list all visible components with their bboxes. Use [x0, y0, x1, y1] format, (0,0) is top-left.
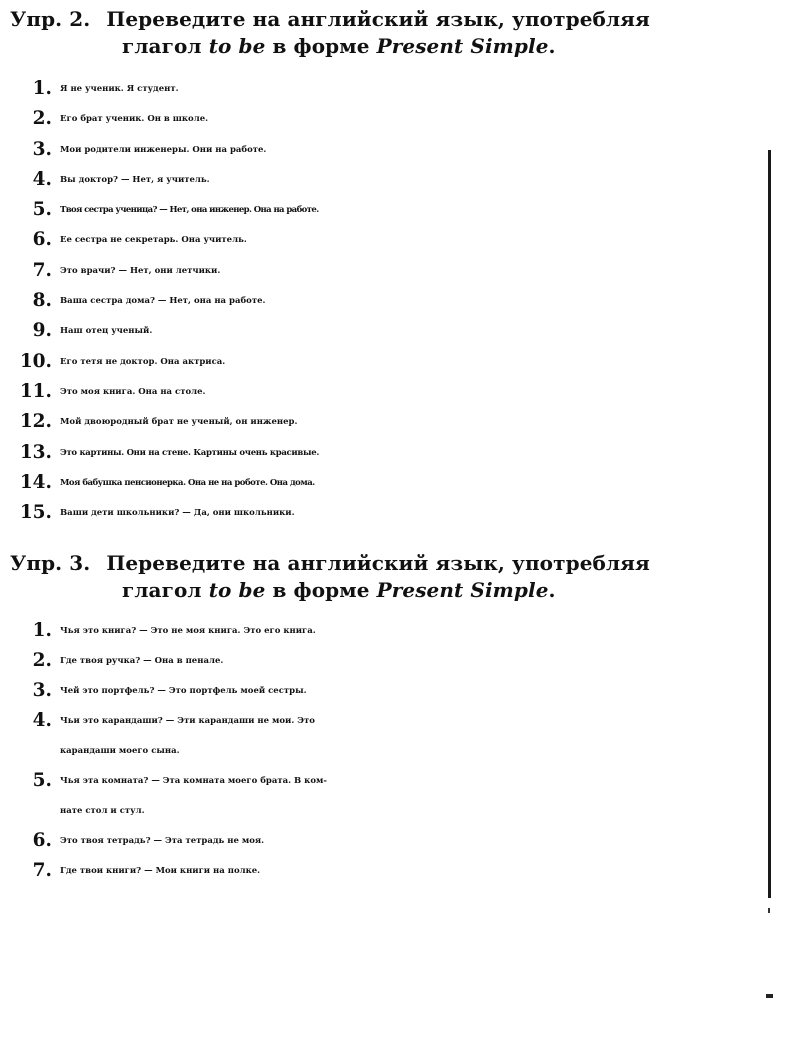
item-text: Его тетя не доктор. Она актриса. [60, 356, 226, 367]
exercise-2-tense: Present Simple [376, 34, 549, 58]
exercise-2-label: Упр. 2. [10, 7, 91, 31]
item-text: Чья эта комната? — Эта комната моего брата. В ком- [60, 776, 327, 786]
item-number: 3. [32, 138, 52, 160]
exercise-2-instruction-mid: в форме [265, 34, 377, 58]
item-text: Это моя книга. Она на столе. [60, 386, 206, 397]
item-text-continuation: карандаши моего сына. [60, 746, 180, 756]
item-text: Это твоя тетрадь? — Эта тетрадь не моя. [60, 836, 265, 846]
item-number: 6. [32, 830, 52, 851]
item-text: Я не ученик. Я студент. [60, 84, 179, 94]
list-item [0, 826, 790, 856]
item-text: Чей это портфель? — Это портфель моей сестры. [60, 686, 307, 696]
page-margin-mark [766, 994, 773, 998]
item-number: 11. [19, 380, 52, 402]
list-item [0, 286, 790, 316]
exercise-2-verb: to be [208, 34, 266, 58]
exercise-2-items [0, 74, 790, 528]
list-item [0, 856, 790, 886]
list-item [0, 74, 790, 104]
exercise-2-instruction-line1: Переведите на английский язык, употребляя [106, 7, 650, 31]
item-number: 1. [32, 78, 52, 99]
list-item [0, 347, 790, 377]
list-item [0, 256, 790, 286]
exercise-3-heading [0, 550, 790, 604]
list-item [0, 498, 790, 528]
list-item [0, 316, 790, 346]
item-text: Наш отец ученый. [60, 326, 153, 337]
item-text: Вы доктор? — Нет, я учитель. [60, 174, 210, 185]
exercise-3-instruction-pre: глагол [122, 578, 209, 602]
item-number: 1. [32, 620, 52, 641]
item-text: Чья это книга? — Это не моя книга. Это его книга. [60, 626, 316, 636]
exercise-3-instruction-mid: в форме [265, 578, 377, 602]
item-text: Ваши дети школьники? — Да, они школьники. [60, 508, 295, 519]
item-text: Это врачи? — Нет, они летчики. [60, 265, 221, 276]
exercise-3-instruction-end: . [548, 578, 556, 602]
list-item [0, 104, 790, 134]
exercise-3-tense: Present Simple [376, 578, 549, 602]
list-item [0, 706, 790, 766]
item-text: Где твои книги? — Мои книги на полке. [60, 866, 261, 876]
item-number: 15. [19, 502, 52, 524]
item-text: Моя бабушка пенсионерка. Она не на роботе. Она дома. [60, 477, 315, 488]
item-text: Твоя сестра ученица? — Нет, она инженер. Она на работе. [60, 205, 319, 216]
item-number: 14. [19, 471, 52, 493]
list-item [0, 646, 790, 676]
item-number: 9. [32, 320, 52, 342]
item-text: Его брат ученик. Он в школе. [60, 114, 209, 125]
item-number: 12. [19, 411, 52, 433]
list-item [0, 676, 790, 706]
list-item [0, 616, 790, 646]
list-item [0, 438, 790, 468]
item-number: 4. [32, 168, 52, 190]
list-item [0, 225, 790, 255]
item-number: 8. [32, 290, 52, 312]
exercise-3 [0, 550, 790, 886]
exercise-3-instruction-line1: Переведите на английский язык, употребляя [106, 551, 650, 575]
exercise-3-label: Упр. 3. [10, 551, 91, 575]
item-number: 7. [32, 860, 52, 881]
item-number: 5. [32, 770, 52, 791]
item-text: Ваша сестра дома? — Нет, она на работе. [60, 296, 266, 307]
exercise-3-items [0, 616, 790, 886]
exercise-2-instruction-end: . [548, 34, 556, 58]
item-number: 2. [32, 108, 52, 130]
item-number: 4. [32, 710, 52, 731]
item-number: 13. [19, 441, 52, 463]
page-margin-line [768, 150, 771, 898]
item-number: 10. [19, 350, 52, 372]
item-text-continuation: нате стол и стул. [60, 806, 145, 816]
item-text: Чьи это карандаши? — Эти карандаши не мои. Это [60, 716, 315, 726]
item-number: 7. [32, 259, 52, 281]
item-text: Мои родители инженеры. Они на работе. [60, 144, 267, 155]
item-number: 6. [32, 229, 52, 251]
exercise-2 [0, 6, 790, 528]
item-text: Ее сестра не секретарь. Она учитель. [60, 235, 247, 246]
page-margin-tick [768, 908, 770, 913]
exercise-2-heading [0, 6, 790, 60]
item-number: 2. [32, 650, 52, 671]
item-text: Мой двоюродный брат не ученый, он инженер. [60, 417, 298, 428]
list-item [0, 135, 790, 165]
item-number: 5. [32, 199, 52, 221]
exercise-3-verb: to be [208, 578, 266, 602]
item-text: Это картины. Они на стене. Картины очень красивые. [60, 447, 320, 458]
list-item [0, 766, 790, 826]
item-number: 3. [32, 680, 52, 701]
list-item [0, 377, 790, 407]
list-item [0, 165, 790, 195]
list-item [0, 195, 790, 225]
list-item [0, 468, 790, 498]
list-item [0, 407, 790, 437]
exercise-2-instruction-pre: глагол [122, 34, 209, 58]
item-text: Где твоя ручка? — Она в пенале. [60, 656, 224, 666]
